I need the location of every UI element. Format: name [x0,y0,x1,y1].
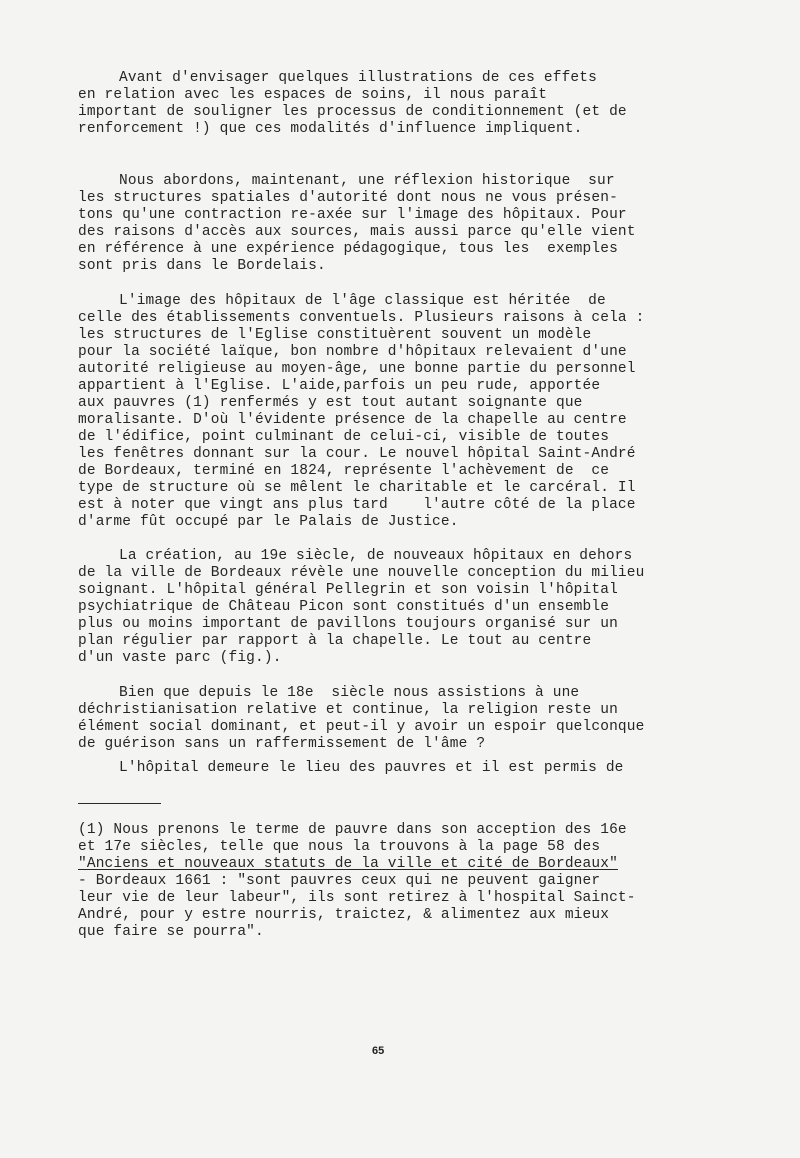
paragraph-3-line-10: les fenêtres donnant sur la cour. Le nouvel hôpital Saint-André [78,446,636,462]
paragraph-1-line-1: Avant d'envisager quelques illustrations de ces effets [119,70,597,86]
paragraph-2-line-1: Nous abordons, maintenant, une réflexion historique sur [119,173,615,189]
paragraph-1-line-2: en relation avec les espaces de soins, il nous paraît [78,87,548,103]
paragraph-3-line-9: de l'édifice, point culminant de celui-ci, visible de toutes [78,429,610,445]
paragraph-3-line-11: de Bordeaux, terminé en 1824, représente l'achèvement de ce [78,463,610,479]
paragraph-1-line-4: renforcement !) que ces modalités d'influence impliquent. [78,121,583,137]
paragraph-5-line-1: Bien que depuis le 18e siècle nous assistions à une [119,685,580,701]
paragraph-4-line-5: plus ou moins important de pavillons toujours organisé sur un [78,616,618,632]
paragraph-4-line-2: de la ville de Bordeaux révèle une nouvelle conception du milieu [78,565,645,581]
paragraph-4-line-4: psychiatrique de Château Picon sont constitués d'un ensemble [78,599,610,615]
paragraph-4-line-6: plan régulier par rapport à la chapelle. Le tout au centre [78,633,592,649]
paragraph-2-line-3: tons qu'une contraction re-axée sur l'image des hôpitaux. Pour [78,207,627,223]
footnote-line-5: leur vie de leur labeur", ils sont retirez à l'hospital Sainct- [78,890,636,906]
paragraph-5-line-2: déchristianisation relative et continue, la religion reste un [78,702,618,718]
paragraph-3-line-1: L'image des hôpitaux de l'âge classique est héritée de [119,293,606,309]
paragraph-5-line-4: de guérison sans un raffermissement de l'âme ? [78,736,486,752]
paragraph-3-line-7: aux pauvres (1) renfermés y est tout autant soignante que [78,395,583,411]
footnote-line-2: et 17e siècles, telle que nous la trouvons à la page 58 des [78,839,601,855]
paragraph-1-line-3: important de souligner les processus de conditionnement (et de [78,104,627,120]
paragraph-3-line-4: pour la société laïque, bon nombre d'hôpitaux relevaient d'une [78,344,627,360]
paragraph-3-line-8: moralisante. D'où l'évidente présence de la chapelle au centre [78,412,627,428]
paragraph-4-line-7: d'un vaste parc (fig.). [78,650,282,666]
paragraph-4-line-1: La création, au 19e siècle, de nouveaux hôpitaux en dehors [119,548,633,564]
paragraph-3-line-3: les structures de l'Eglise constituèrent souvent un modèle [78,327,592,343]
paragraph-5-line-3: élément social dominant, et peut-il y avoir un espoir quelconque [78,719,645,735]
page-number: 65 [372,1045,385,1057]
paragraph-2-line-6: sont pris dans le Bordelais. [78,258,326,274]
paragraph-3-line-14: d'arme fût occupé par le Palais de Justice. [78,514,459,530]
footnote-separator [78,803,161,804]
footnote-line-4: - Bordeaux 1661 : "sont pauvres ceux qui ne peuvent gaigner [78,873,601,889]
paragraph-4-line-3: soignant. L'hôpital général Pellegrin et son voisin l'hôpital [78,582,618,598]
footnote-line-1: (1) Nous prenons le terme de pauvre dans son acception des 16e [78,822,627,838]
paragraph-2-line-2: les structures spatiales d'autorité dont nous ne vous présen- [78,190,618,206]
paragraph-3-line-12: type de structure où se mêlent le charitable et le carcéral. Il [78,480,636,496]
paragraph-3-line-13: est à noter que vingt ans plus tard l'autre côté de la place [78,497,636,513]
paragraph-2-line-5: en référence à une expérience pédagogique, tous les exemples [78,241,618,257]
paragraph-2-line-4: des raisons d'accès aux sources, mais aussi parce qu'elle vient [78,224,636,240]
footnote-line-6: André, pour y estre nourris, traictez, & alimentez aux mieux [78,907,610,923]
paragraph-3-line-2: celle des établissements conventuels. Plusieurs raisons à cela : [78,310,645,326]
footnote-line-3: "Anciens et nouveaux statuts de la ville et cité de Bordeaux" [78,856,618,872]
paragraph-3-line-6: appartient à l'Eglise. L'aide,parfois un peu rude, apportée [78,378,601,394]
paragraph-3-line-5: autorité religieuse au moyen-âge, une bonne partie du personnel [78,361,636,377]
footnote-line-7: que faire se pourra". [78,924,264,940]
paragraph-6-line-1: L'hôpital demeure le lieu des pauvres et il est permis de [119,760,624,776]
